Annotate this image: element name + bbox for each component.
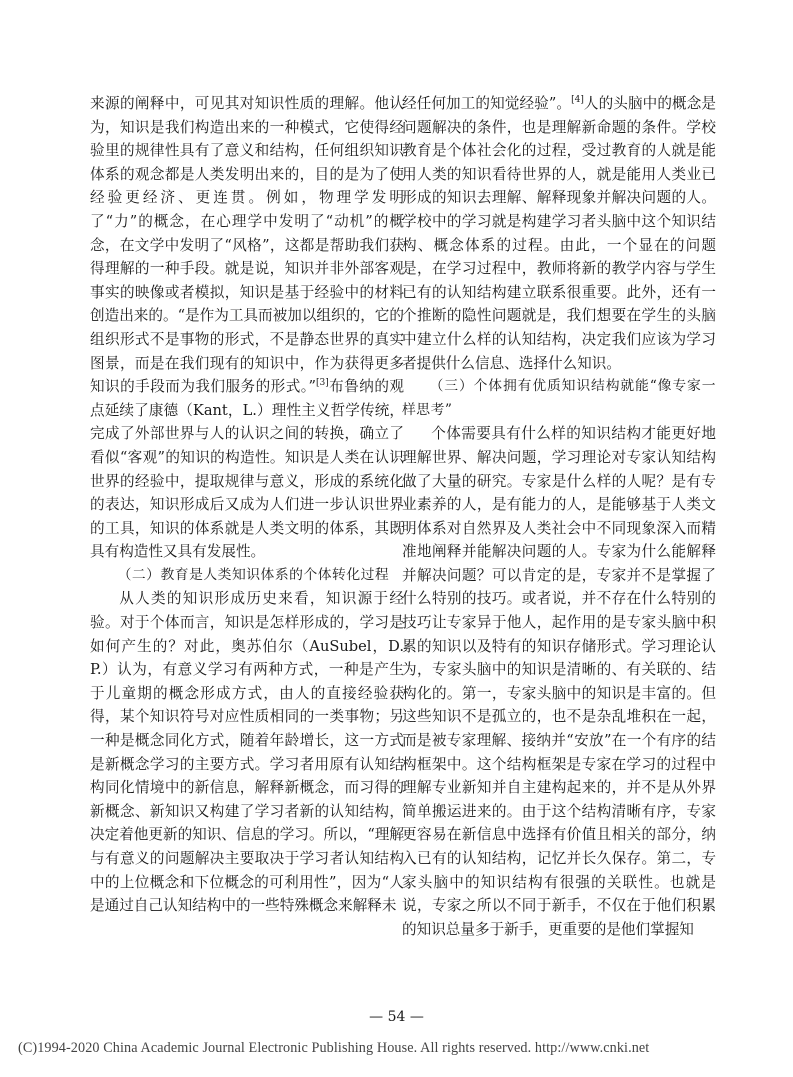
section-heading: （三）个体拥有优质知识结构就能“像专家一样思考”	[402, 378, 716, 418]
copyright-notice: (C)1994-2020 China Academic Journal Electronic Publishing House. All rights reserved. http://www.cnki.net	[18, 1040, 650, 1056]
body-paragraph: 从人类的知识形成历史来看，知识源于经验。对于个体而言，知识是怎样形成的，学习是如何产生的？对此，奥苏伯尔（AuSubel，D. P.）认为，有意义学习有两种方式，一种是产生于儿童期的概念形成方式，由人的直接经验获得，某个知识符号对应性质相同的一类事物；另一种是概念同化方式，随着年龄增长，这一方式是新概念学习的主要方式。学习者用原有认知结构同化情境中的新信息，解释新概念，而习得的新概念、新知识又构建了学习者新的认知结构，决定着他更新的知识、信息的学习。所以，“理解与有意义的问题解决主要取决于学习者认知结构中的上位概念和下位概念的可利用性”，因为“人是通过自己认知结构中的一些特殊概念来解释未	[90, 590, 404, 915]
page-number: — 54 —	[369, 1009, 424, 1025]
paragraph-text: 布鲁纳的观点延续了康德（Kant，L.）理性主义哲学传统，完成了外部世界与人的认识之间的转换，确立了看似“客观”的知识的构造性。知识是人类在认识世界的经验中，提取规律与意义，形成的系统化的表达，知识形成后又成为人们进一步认识世界的工具，知识的体系就是人类文明的体系，其既具有构造性又具有发展性。	[90, 378, 404, 561]
left-column	[90, 92, 404, 918]
paragraph-text: 来源的阐释中，可见其对知识性质的理解。他认为，知识是我们构造出来的一种模式，它使得经验里的规律性具有了意义和结构，任何组织知识体系的观念都是人类发明出来的，目的是为了使经验更经济、更连贯。例如，物理学发明了“力”的概念，在心理学中发明了“动机”的概念，在文学中发明了“风格”，这都是帮助我们获得理解的一种手段。就是说，知识并非外部客观事实的映像或者模拟，知识是基于经验中的材料创造出来的。“是作为工具而被加以组织的，它的组织形式不是事物的形式，不是静态世界的真实图景，而是在我们现有的知识中，作为获得更多知识的手段而为我们服务的形式。”	[90, 95, 404, 396]
citation-ref: [3]	[315, 378, 329, 389]
paragraph-text: 经任何加工的知觉经验”。	[402, 95, 572, 112]
section-heading: （二）教育是人类知识体系的个体转化过程	[117, 566, 390, 583]
body-paragraph	[90, 92, 404, 564]
body-paragraph: 个体需要具有什么样的知识结构才能更好地理解世界、解决问题，学习理论对专家认知结构做了大量的研究。专家是什么样的人呢？是有专业素养的人，是有能力的人，是能够基于人类文明体系对自然界及人类社会中不同现象深入而精准地阐释并能解决问题的人。专家为什么能解释并解决问题？可以肯定的是，专家并不是掌握了什么特别的技巧。或者说，并不存在什么特别的技巧让专家异于他人，起作用的是专家头脑中积累的知识以及特有的知识存储形式。学习理论认为，专家头脑中的知识是清晰的、有关联的、结构化的。第一，专家头脑中的知识是丰富的。但这些知识不是孤立的，也不是杂乱堆积在一起，而是被专家理解、接纳并“安放”在一个有序的结构框架中。这个结构框架是专家在学习的过程中理解专业新知并自主建构起来的，并不是从外界简单搬运进来的。由于这个结构清晰有序，专家更容易在新信息中选择有价值且相关的部分，纳入已有的认知结构，记忆并长久保存。第二，专家头脑中的知识结构有很强的关联性。也就是说，专家之所以不同于新手，不仅在于他们积累的知识总量多于新手，更重要的是他们掌握知	[402, 425, 716, 938]
right-column	[402, 92, 716, 941]
citation-ref: [4]	[571, 95, 584, 106]
paragraph-text: 人的头脑中的概念是问题解决的条件，也是理解新命题的条件。学校教育是个体社会化的过程，受过教育的人就是能用人类的知识看待世界的人，就是能用人类业已形成的知识去理解、解释现象并解决问题的人。学校中的学习就是构建学习者头脑中这个知识结构、概念体系的过程。由此，一个显在的问题是，在学习过程中，教师将新的教学内容与学生已有的认知结构建立联系很重要。此外，还有一个推断的隐性问题就是，我们想要在学生的头脑中建立什么样的认知结构，决定我们应该为学习者提供什么信息、选择什么知识。	[402, 95, 716, 372]
body-paragraph	[402, 92, 716, 375]
